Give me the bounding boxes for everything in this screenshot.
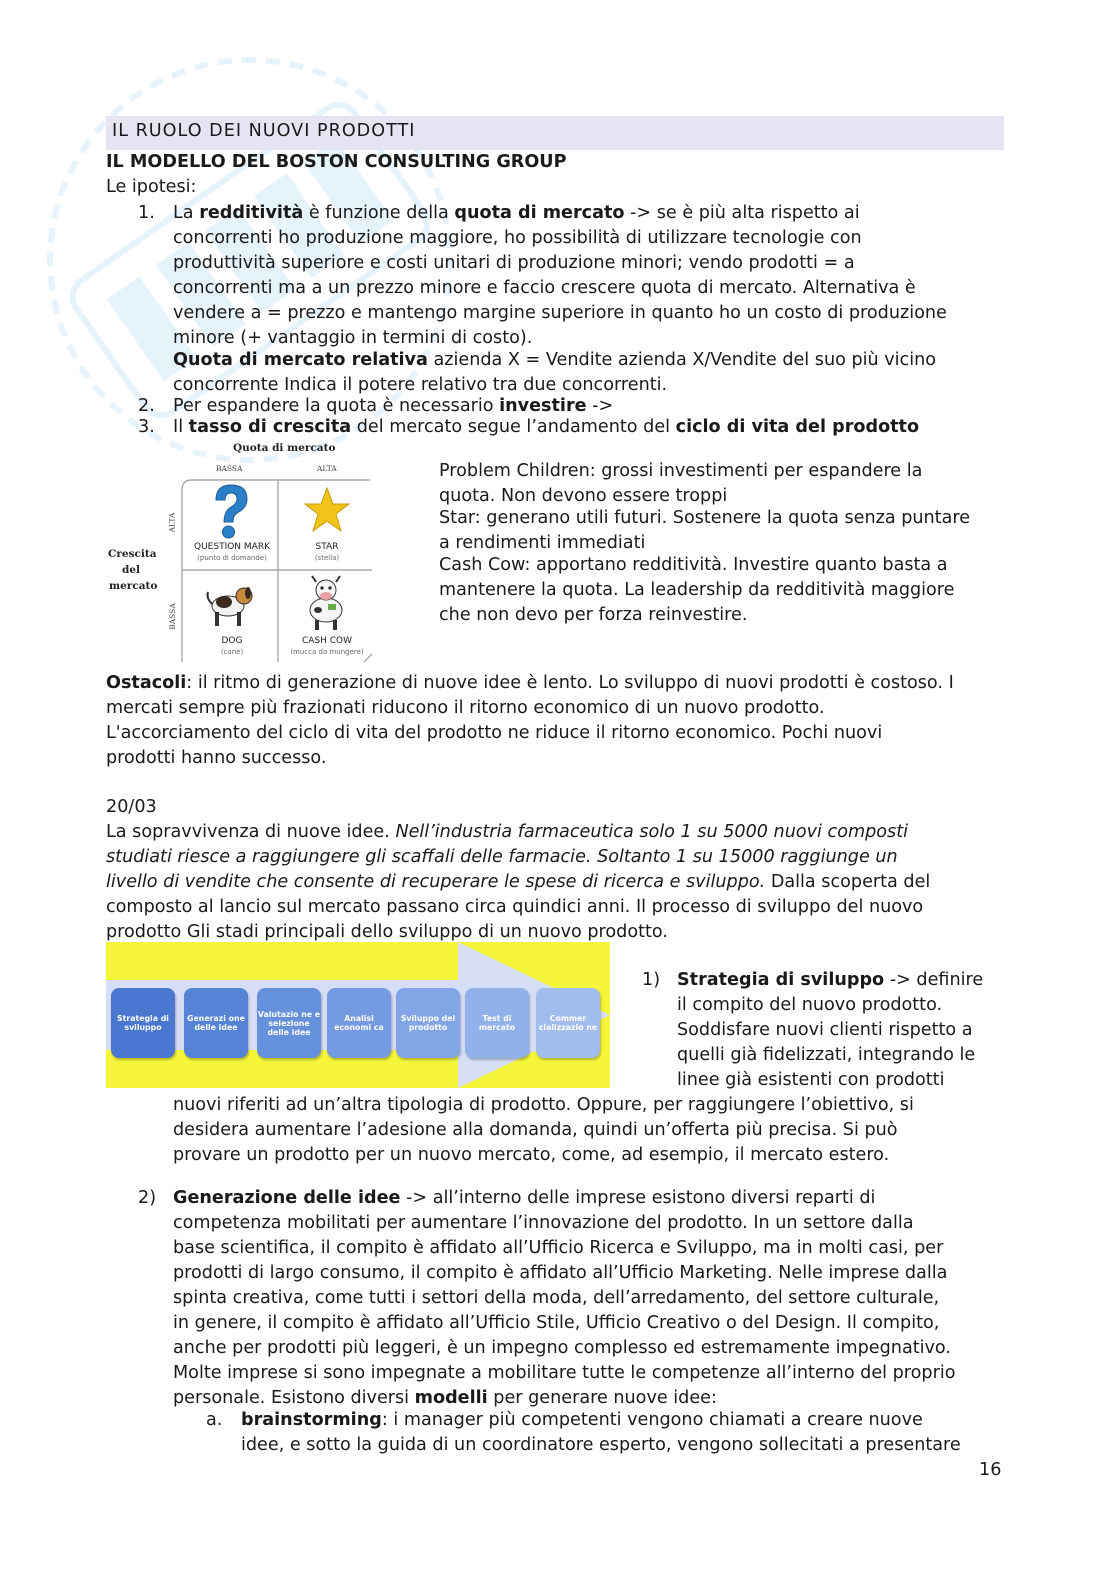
bcg-q1-label: QUESTION MARK — [194, 542, 270, 552]
survival-line: livello di vendite che consente di recuperare le spese di ricerca e sviluppo. Dalla scoperta del — [106, 872, 931, 892]
list-number: 2. — [138, 396, 155, 416]
step-number: 2) — [138, 1188, 157, 1208]
step2-line: Generazione delle idee -> all’interno delle imprese esistono diversi reparti di — [173, 1188, 876, 1208]
step2-line: base scientifica, il compito è affidato all’Ufficio Ricerca e Sviluppo, ma in molti casi, per — [173, 1238, 944, 1258]
bcg-alta-side: ALTA — [167, 512, 177, 533]
list-item-1-line: Quota di mercato relativa azienda X = Vendite azienda X/Vendite del suo più vicino — [173, 350, 937, 370]
bcg-top-title: Quota di mercato — [233, 442, 336, 454]
step-number: 1) — [642, 970, 661, 990]
bcg-side-title-2: del — [122, 564, 141, 576]
list-item-1-line: produttività superiore e costi unitari di produzione minori; vendo prodotti = a — [173, 253, 855, 273]
date-label: 20/03 — [106, 797, 157, 817]
bcg-text-line: a rendimenti immediati — [439, 533, 646, 553]
list-item-3: Il tasso di crescita del mercato segue l’andamento del ciclo di vita del prodotto — [173, 417, 920, 437]
list-number: 1. — [138, 203, 155, 223]
list-number: 3. — [138, 417, 155, 437]
bcg-side-title-3: mercato — [109, 580, 158, 592]
bcg-text-line: Problem Children: grossi investimenti per espandere la — [439, 461, 923, 481]
process-step-5: Sviluppo del prodotto — [396, 988, 460, 1058]
step1-line: Soddisfare nuovi clienti rispetto a — [677, 1020, 973, 1040]
process-step-1: Strategia di sviluppo — [111, 988, 175, 1058]
bcg-q3-label: DOG — [221, 636, 243, 646]
step2-line: competenza mobilitati per aumentare l’innovazione del prodotto. In un settore dalla — [173, 1213, 914, 1233]
step1-line: provare un prodotto per un nuovo mercato, come, ad esempio, il mercato estero. — [173, 1145, 890, 1165]
bcg-q2-sub: (stella) — [314, 554, 340, 562]
bcg-q4-label: CASH COW — [301, 636, 353, 646]
list-item-1-line: concorrenti ho produzione maggiore, ho possibilità di utilizzare tecnologie con — [173, 228, 862, 248]
step1-line: desidera aumentare l’adesione alla domanda, quindi un’offerta più precisa. Si può — [173, 1120, 898, 1140]
survival-line: composto al lancio sul mercato passano circa quindici anni. Il processo di sviluppo del nuovo — [106, 897, 924, 917]
bcg-text-line: Cash Cow: apportano redditività. Investire quanto basta a — [439, 555, 948, 575]
process-step-2: Generazi one delle idee — [184, 988, 248, 1058]
process-step-7: Commer cializzazio ne — [536, 988, 600, 1058]
bcg-q2-label: STAR — [315, 542, 339, 552]
survival-line: studiati riesce a raggiungere gli scaffali delle farmacie. Soltanto 1 su 15000 raggiunge un — [106, 847, 898, 867]
list-item-1-line: La redditività è funzione della quota di mercato -> se è più alta rispetto ai — [173, 203, 860, 223]
list-item-1-line: concorrente Indica il potere relativo tra due concorrenti. — [173, 375, 668, 395]
question-mark-icon — [206, 482, 254, 540]
step1-line: nuovi riferiti ad un’altra tipologia di prodotto. Oppure, per raggiungere l’obiettivo, si — [173, 1095, 914, 1115]
page-number: 16 — [979, 1460, 1002, 1480]
section-heading: IL RUOLO DEI NUOVI PRODOTTI — [112, 121, 416, 141]
step1-line: Strategia di sviluppo -> definire — [677, 970, 984, 990]
step1-line: il compito del nuovo prodotto. — [677, 995, 943, 1015]
survival-line: La sopravvivenza di nuove idee. Nell’industria farmaceutica solo 1 su 5000 nuovi composti — [106, 822, 908, 842]
sub-a-line: idee, e sotto la guida di un coordinatore esperto, vengono sollecitati a presentare — [241, 1435, 961, 1455]
bcg-text-line: che non devo per forza reinvestire. — [439, 605, 748, 625]
ostacoli-line: L'accorciamento del ciclo di vita del prodotto ne riduce il ritorno economico. Pochi nuovi — [106, 723, 883, 743]
ostacoli-line: Ostacoli: il ritmo di generazione di nuove idee è lento. Lo sviluppo di nuovi prodotti è costoso. I — [106, 673, 954, 693]
sub-a-line: brainstorming: i manager più competenti vengono chiamati a creare nuove — [241, 1410, 923, 1430]
bcg-text-line: mantenere la quota. La leadership da redditività maggiore — [439, 580, 955, 600]
step2-line: in genere, il compito è affidato all’Ufficio Stile, Ufficio Creativo o del Design. Il compito, — [173, 1313, 940, 1333]
step2-line: anche per prodotti più leggeri, è un impegno complesso ed estremamente impegnativo. — [173, 1338, 951, 1358]
subheading: IL MODELLO DEL BOSTON CONSULTING GROUP — [106, 152, 567, 172]
bcg-alta-top: ALTA — [317, 464, 337, 473]
ostacoli-line: prodotti hanno successo. — [106, 748, 327, 768]
process-step-6: Test di mercato — [465, 988, 529, 1058]
step2-line: personale. Esistono diversi modelli per generare nuove idee: — [173, 1388, 717, 1408]
survival-line: prodotto Gli stadi principali dello sviluppo di un nuovo prodotto. — [106, 922, 668, 942]
list-item-2: Per espandere la quota è necessario investire -> — [173, 396, 614, 416]
step2-line: spinta creativa, come tutti i settori della moda, dell’arredamento, del settore culturale, — [173, 1288, 940, 1308]
sub-list-letter: a. — [206, 1410, 223, 1430]
hypotheses-intro: Le ipotesi: — [106, 177, 197, 197]
step1-line: quelli già fidelizzati, integrando le — [677, 1045, 976, 1065]
step2-line: prodotti di largo consumo, il compito è affidato all’Ufficio Marketing. Nelle imprese dalla — [173, 1263, 948, 1283]
list-item-1-line: minore (+ vantaggio in termini di costo). — [173, 328, 533, 348]
process-step-4: Analisi economi ca — [327, 988, 391, 1058]
bcg-q3-sub: (cane) — [220, 648, 244, 656]
bcg-bassa-top: BASSA — [216, 464, 243, 473]
process-step-3: Valutazio ne e selezione delle idee — [257, 988, 321, 1058]
ostacoli-line: mercati sempre più frazionati riducono il ritorno economico di un nuovo prodotto. — [106, 698, 825, 718]
list-item-1-line: concorrenti ma a un prezzo minore e faccio crescere quota di mercato. Alternativa è — [173, 278, 916, 298]
bcg-q4-sub: (mucca da mungere) — [290, 648, 364, 656]
bcg-side-title-1: Crescita — [108, 548, 157, 560]
dog-icon — [202, 578, 258, 630]
step1-line: linee già esistenti con prodotti — [677, 1070, 945, 1090]
process-diagram — [106, 942, 610, 1088]
list-item-1-line: vendere a = prezzo e mantengo margine superiore in quanto ho un costo di produzione — [173, 303, 947, 323]
bcg-q1-sub: (punto di domande) — [197, 554, 267, 562]
bcg-bassa-side: BASSA — [167, 603, 177, 630]
star-icon — [303, 486, 351, 534]
bcg-text-line: Star: generano utili futuri. Sostenere la quota senza puntare — [439, 508, 971, 528]
cash-cow-icon — [298, 574, 354, 632]
bcg-matrix — [106, 440, 406, 665]
bcg-text-line: quota. Non devono essere troppi — [439, 486, 728, 506]
step2-line: Molte imprese si sono impegnate a mobilitare tutte le competenze all’interno del proprio — [173, 1363, 956, 1383]
